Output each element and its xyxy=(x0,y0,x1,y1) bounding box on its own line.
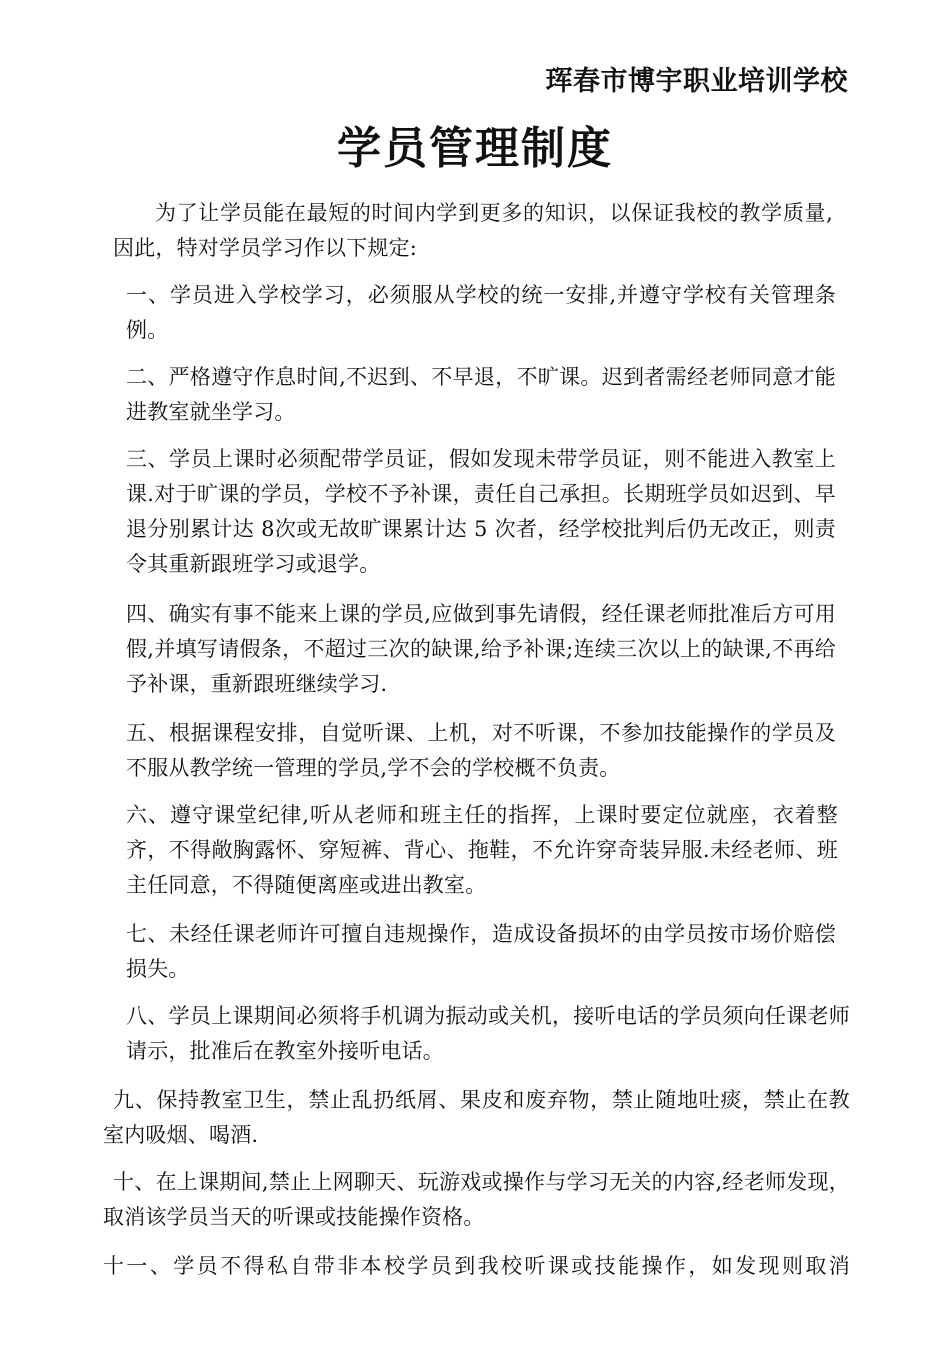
rule-7: 七、未经任课老师许可擅自违规操作，造成设备损坏的由学员按市场价赔偿损失。 xyxy=(126,922,836,981)
rule-2: 二、严格遵守作息时间,不迟到、不早退，不旷课。迟到者需经老师同意才能进教室就坐学习。 xyxy=(126,365,836,424)
rule-8: 八、学员上课期间必须将手机调为振动或关机，接听电话的学员须向任课老师请示，批准后在教室外接听电话。 xyxy=(126,1004,850,1063)
document-title: 学员管理制度 xyxy=(337,123,613,174)
rule-6: 六、遵守课堂纪律,听从老师和班主任的指挥，上课时要定位就座，衣着整齐，不得敞胸露怀、穿短裤、背心、拖鞋，不允许穿奇装异服.未经老师、班主任同意，不得随便离座或进出教室。 xyxy=(126,803,838,897)
rule-10: 十、在上课期间,禁止上网聊天、玩游戏或操作与学习无关的内容,经老师发现，取消该学员当天的听课或技能操作资格。 xyxy=(103,1170,850,1229)
rule-5: 五、根据课程安排，自觉听课、上机，对不听课，不参加技能操作的学员及不服从教学统一管理的学员,学不会的学校概不负责。 xyxy=(126,721,836,780)
rule-4: 四、确实有事不能来上课的学员,应做到事先请假，经任课老师批准后方可用假,并填写请假条，不超过三次的缺课,给予补课;连续三次以上的缺课,不再给予补课，重新跟班继续学习. xyxy=(126,602,836,696)
rule-11: 十一、学员不得私自带非本校学员到我校听课或技能操作，如发现则取消 xyxy=(103,1254,850,1278)
rule-1: 一、学员进入学校学习，必须服从学校的统一安排,并遵守学校有关管理条例。 xyxy=(126,283,836,342)
rule-9: 九、保持教室卫生，禁止乱扔纸屑、果皮和废弃物，禁止随地吐痰，禁止在教室内吸烟、喝酒. xyxy=(103,1088,850,1147)
intro-paragraph: 为了让学员能在最短的时间内学到更多的知识，以保证我校的教学质量,因此，特对学员学习作以下规定: xyxy=(113,201,833,260)
school-name: 珲春市博宇职业培训学校 xyxy=(545,66,848,97)
rule-3: 三、学员上课时必须配带学员证，假如发现未带学员证，则不能进入教室上课.对于旷课的学员，学校不予补课，责任自己承担。长期班学员如迟到、早退分别累计达 8次或无故旷课累计达 5 次者，经学校批判后仍无改正，则责令其重新跟班学习或退学。 xyxy=(126,447,836,576)
